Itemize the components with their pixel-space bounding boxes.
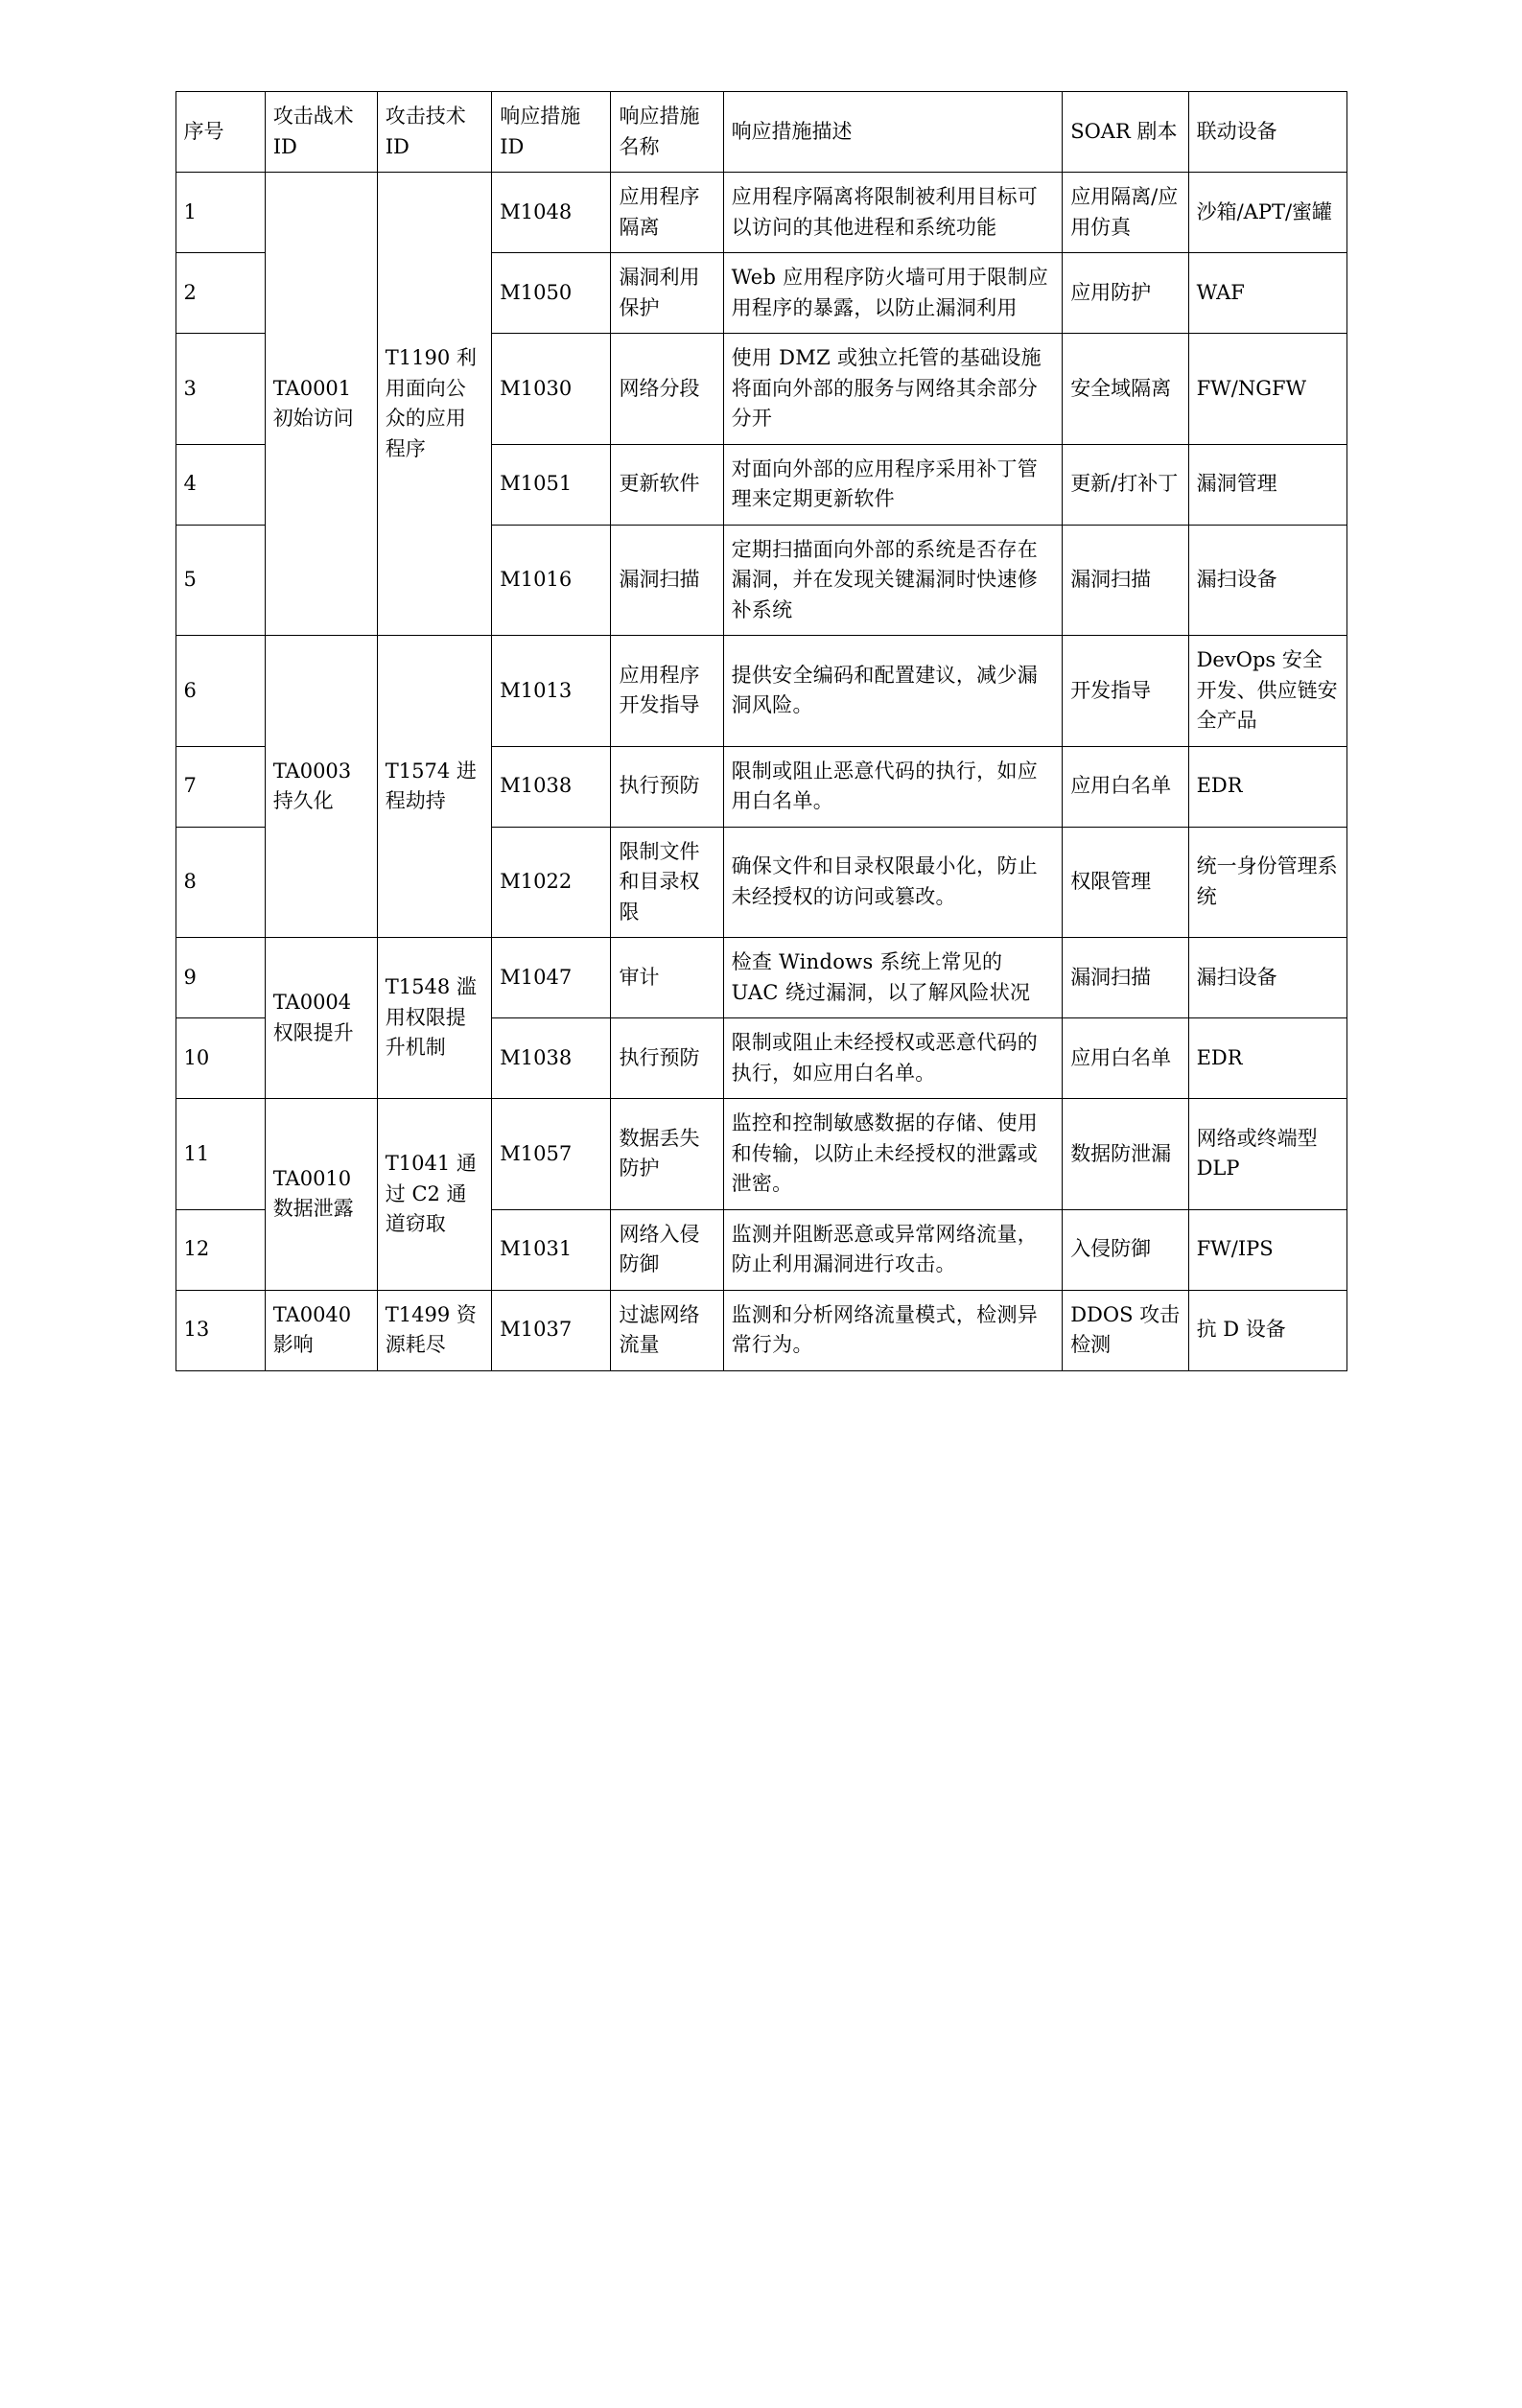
cell-measure-id: M1038 [492, 1018, 611, 1099]
cell-device: 网络或终端型DLP [1188, 1099, 1346, 1210]
cell-device: 漏洞管理 [1188, 444, 1346, 525]
response-measures-table [176, 91, 1347, 1371]
cell-device: 抗 D 设备 [1188, 1290, 1346, 1370]
cell-no: 5 [176, 525, 265, 636]
cell-measure-id: M1047 [492, 938, 611, 1018]
cell-measure-id: M1057 [492, 1099, 611, 1210]
cell-technique-id: T1548 滥用权限提升机制 [377, 938, 491, 1099]
cell-device: EDR [1188, 746, 1346, 827]
cell-device: DevOps 安全开发、供应链安全产品 [1188, 636, 1346, 747]
cell-measure-desc: 检查 Windows 系统上常见的 UAC 绕过漏洞，以了解风险状况 [723, 938, 1063, 1018]
cell-no: 6 [176, 636, 265, 747]
cell-tactic-id: TA0040 影响 [265, 1290, 377, 1370]
cell-soar: 漏洞扫描 [1063, 938, 1188, 1018]
cell-soar: 应用白名单 [1063, 1018, 1188, 1099]
cell-measure-desc: Web 应用程序防火墙可用于限制应用程序的暴露，以防止漏洞利用 [723, 253, 1063, 334]
cell-measure-name: 执行预防 [611, 1018, 723, 1099]
cell-soar: 开发指导 [1063, 636, 1188, 747]
table-row [176, 1099, 1346, 1210]
header-cell-soar: SOAR 剧本 [1063, 92, 1188, 173]
cell-measure-desc: 对面向外部的应用程序采用补丁管理来定期更新软件 [723, 444, 1063, 525]
cell-measure-desc: 确保文件和目录权限最小化，防止未经授权的访问或篡改。 [723, 827, 1063, 938]
header-cell-technique-id: 攻击技术 ID [377, 92, 491, 173]
cell-soar: 漏洞扫描 [1063, 525, 1188, 636]
cell-tactic-id: TA0001 初始访问 [265, 173, 377, 636]
cell-tactic-id: TA0010 数据泄露 [265, 1099, 377, 1291]
cell-no: 3 [176, 334, 265, 445]
cell-device: FW/IPS [1188, 1209, 1346, 1290]
cell-no: 8 [176, 827, 265, 938]
table-row [176, 173, 1346, 253]
cell-measure-id: M1022 [492, 827, 611, 938]
table-row [176, 938, 1346, 1018]
cell-measure-id: M1051 [492, 444, 611, 525]
cell-no: 2 [176, 253, 265, 334]
cell-measure-name: 应用程序开发指导 [611, 636, 723, 747]
cell-measure-desc: 监测并阻断恶意或异常网络流量，防止利用漏洞进行攻击。 [723, 1209, 1063, 1290]
table-row [176, 1290, 1346, 1370]
cell-measure-desc: 监控和控制敏感数据的存储、使用和传输，以防止未经授权的泄露或泄密。 [723, 1099, 1063, 1210]
cell-soar: 应用防护 [1063, 253, 1188, 334]
cell-measure-name: 执行预防 [611, 746, 723, 827]
cell-device: EDR [1188, 1018, 1346, 1099]
cell-device: 漏扫设备 [1188, 938, 1346, 1018]
cell-soar: 入侵防御 [1063, 1209, 1188, 1290]
cell-measure-name: 更新软件 [611, 444, 723, 525]
cell-no: 1 [176, 173, 265, 253]
header-cell-tactic-id: 攻击战术 ID [265, 92, 377, 173]
cell-soar: DDOS 攻击检测 [1063, 1290, 1188, 1370]
cell-technique-id: T1499 资源耗尽 [377, 1290, 491, 1370]
header-cell-no: 序号 [176, 92, 265, 173]
header-cell-measure-desc: 响应措施描述 [723, 92, 1063, 173]
cell-measure-name: 限制文件和目录权限 [611, 827, 723, 938]
cell-measure-id: M1016 [492, 525, 611, 636]
cell-soar: 应用白名单 [1063, 746, 1188, 827]
cell-soar: 应用隔离/应用仿真 [1063, 173, 1188, 253]
cell-measure-id: M1050 [492, 253, 611, 334]
cell-measure-id: M1037 [492, 1290, 611, 1370]
cell-measure-name: 漏洞扫描 [611, 525, 723, 636]
cell-tactic-id: TA0004 权限提升 [265, 938, 377, 1099]
cell-measure-name: 应用程序隔离 [611, 173, 723, 253]
cell-device: 漏扫设备 [1188, 525, 1346, 636]
cell-no: 11 [176, 1099, 265, 1210]
cell-no: 12 [176, 1209, 265, 1290]
cell-measure-name: 漏洞利用保护 [611, 253, 723, 334]
cell-technique-id: T1041 通过 C2 通道窃取 [377, 1099, 491, 1291]
cell-soar: 数据防泄漏 [1063, 1099, 1188, 1210]
cell-measure-desc: 监测和分析网络流量模式，检测异常行为。 [723, 1290, 1063, 1370]
cell-soar: 安全域隔离 [1063, 334, 1188, 445]
cell-measure-id: M1038 [492, 746, 611, 827]
cell-technique-id: T1190 利用面向公众的应用程序 [377, 173, 491, 636]
cell-no: 9 [176, 938, 265, 1018]
cell-measure-id: M1048 [492, 173, 611, 253]
table-body [176, 173, 1346, 1371]
cell-measure-id: M1031 [492, 1209, 611, 1290]
cell-measure-name: 过滤网络流量 [611, 1290, 723, 1370]
cell-measure-desc: 提供安全编码和配置建议，减少漏洞风险。 [723, 636, 1063, 747]
cell-device: FW/NGFW [1188, 334, 1346, 445]
cell-no: 4 [176, 444, 265, 525]
cell-measure-name: 网络分段 [611, 334, 723, 445]
cell-technique-id: T1574 进程劫持 [377, 636, 491, 938]
header-cell-measure-id: 响应措施 ID [492, 92, 611, 173]
header-cell-measure-name: 响应措施名称 [611, 92, 723, 173]
cell-measure-desc: 使用 DMZ 或独立托管的基础设施将面向外部的服务与网络其余部分分开 [723, 334, 1063, 445]
header-row [176, 92, 1346, 173]
table-header [176, 92, 1346, 173]
cell-measure-desc: 应用程序隔离将限制被利用目标可以访问的其他进程和系统功能 [723, 173, 1063, 253]
cell-measure-id: M1030 [492, 334, 611, 445]
cell-measure-id: M1013 [492, 636, 611, 747]
header-cell-device: 联动设备 [1188, 92, 1346, 173]
cell-no: 13 [176, 1290, 265, 1370]
cell-measure-name: 数据丢失防护 [611, 1099, 723, 1210]
cell-no: 7 [176, 746, 265, 827]
table-row [176, 636, 1346, 747]
cell-no: 10 [176, 1018, 265, 1099]
cell-device: 统一身份管理系统 [1188, 827, 1346, 938]
cell-soar: 更新/打补丁 [1063, 444, 1188, 525]
cell-soar: 权限管理 [1063, 827, 1188, 938]
cell-tactic-id: TA0003 持久化 [265, 636, 377, 938]
cell-measure-name: 审计 [611, 938, 723, 1018]
cell-measure-name: 网络入侵防御 [611, 1209, 723, 1290]
cell-measure-desc: 限制或阻止恶意代码的执行，如应用白名单。 [723, 746, 1063, 827]
cell-device: 沙箱/APT/蜜罐 [1188, 173, 1346, 253]
cell-measure-desc: 定期扫描面向外部的系统是否存在漏洞，并在发现关键漏洞时快速修补系统 [723, 525, 1063, 636]
cell-measure-desc: 限制或阻止未经授权或恶意代码的执行，如应用白名单。 [723, 1018, 1063, 1099]
cell-device: WAF [1188, 253, 1346, 334]
